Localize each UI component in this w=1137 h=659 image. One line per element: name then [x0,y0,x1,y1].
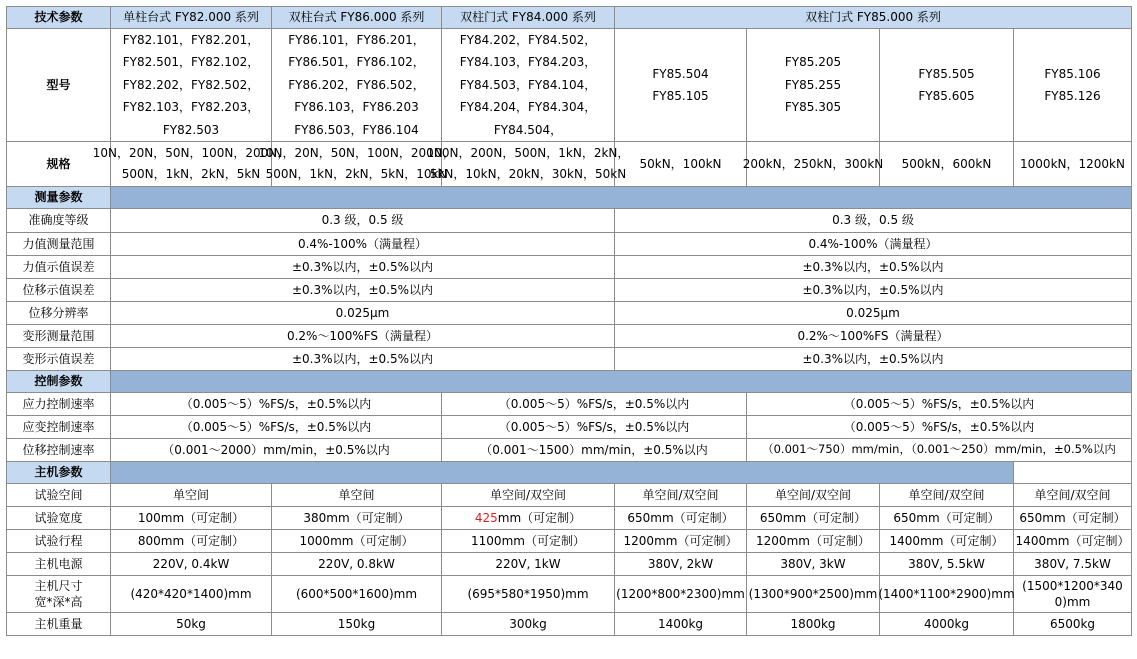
spec-line: 10N，20N，50N，100N，200N， [92,146,290,160]
spec-line: 100N，200N，500N，1kN，2kN， [426,146,630,160]
size-line: 0)mm [1054,595,1091,609]
model-line: FY84.103，FY84.203， [459,55,597,70]
width-value-fy84 [442,507,615,530]
row-label: 变形测量范围 [7,325,111,348]
specs-fy85-b: 200kN，250kN，300kN [747,142,880,187]
models-fy84 [442,29,615,142]
specs-fy85-d: 1000kN，1200kN [1014,142,1132,187]
weight-value: 1400kg [615,613,747,636]
models-fy85-c [880,29,1014,142]
width-value: 650mm（可定制） [615,507,747,530]
models-fy85-b [747,29,880,142]
power-value: 380V, 7.5kW [1014,553,1132,576]
power-value: 380V, 2kW [615,553,747,576]
row-label: 主机电源 [7,553,111,576]
measure-right: ±0.3%以内，±0.5%以内 [615,279,1132,302]
model-line: FY84.204，FY84.304， [459,100,597,115]
model-line: FY84.202，FY84.502， [459,32,597,47]
series-fy84-header: 双柱门式 FY84.000 系列 [442,7,615,29]
row-label: 试验空间 [7,484,111,507]
size-value: (695*580*1950)mm [442,576,615,613]
weight-value: 4000kg [880,613,1014,636]
models-fy85-a [615,29,747,142]
model-line: FY82.103，FY82.203， [122,100,260,115]
specs-fy85-a: 50kN，100kN [615,142,747,187]
measure-right: 0.4%-100%（满量程） [615,233,1132,256]
measure-left: ±0.3%以内，±0.5%以内 [111,348,615,371]
control-b: （0.005～5）%FS/s，±0.5%以内 [442,416,747,439]
stroke-value: 1000mm（可定制） [272,530,442,553]
row-label: 变形示值误差 [7,348,111,371]
model-line: FY86.101，FY86.201， [288,32,425,47]
model-line: FY85.605 [918,89,975,103]
space-value: 单空间/双空间 [615,484,747,507]
space-value: 单空间 [111,484,272,507]
models-fy82 [111,29,272,142]
measure-left: 0.4%-100%（满量程） [111,233,615,256]
size-label-line: 宽*深*高 [34,595,83,609]
spec-line: 500N，1kN，2kN，5kN [121,167,261,181]
stroke-value: 1400mm（可定制） [880,530,1014,553]
measurement-section-bar [111,187,1132,209]
model-line: FY82.101，FY82.201， [122,32,260,47]
width-highlight-number: 425 [474,510,498,525]
control-section-bar [111,371,1132,393]
model-line: FY85.205 [784,55,842,70]
size-value-last [1014,576,1132,613]
size-value: (1300*900*2500)mm [747,576,880,613]
measure-right: 0.3 级，0.5 级 [615,209,1132,233]
weight-value: 50kg [111,613,272,636]
model-line: FY85.504 [652,66,709,81]
stroke-value: 1100mm（可定制） [442,530,615,553]
width-value: 380mm（可定制） [272,507,442,530]
control-c: （0.005～5）%FS/s，±0.5%以内 [747,393,1132,416]
model-line: FY86.202，FY86.502， [288,77,425,92]
specs-fy85-c: 500kN，600kN [880,142,1014,187]
row-label: 力值示值误差 [7,256,111,279]
specs-fy84 [426,142,630,187]
measure-right: ±0.3%以内，±0.5%以内 [615,256,1132,279]
space-value: 单空间/双空间 [442,484,615,507]
size-value: (420*420*1400)mm [111,576,272,613]
row-label: 位移控制速率 [7,439,111,462]
width-value: 650mm（可定制） [747,507,880,530]
model-line: FY85.105 [652,89,709,103]
row-label: 应变控制速率 [7,416,111,439]
space-value: 单空间/双空间 [880,484,1014,507]
weight-value: 300kg [442,613,615,636]
size-value: (1400*1100*2900)mm [880,576,1014,613]
power-value: 220V, 0.8kW [272,553,442,576]
measurement-section-title: 测量参数 [7,187,111,209]
model-line: FY85.305 [784,100,842,115]
model-line: FY82.202，FY82.502， [122,77,260,92]
model-line: FY85.505 [918,66,975,81]
spec-label: 规格 [7,142,111,187]
row-label: 力值测量范围 [7,233,111,256]
weight-value: 6500kg [1014,613,1132,636]
measure-left: 0.3 级，0.5 级 [111,209,615,233]
main-section-blank [1014,462,1132,484]
model-line: FY82.501，FY82.102， [122,55,260,70]
row-label: 准确度等级 [7,209,111,233]
model-line: FY85.126 [1044,89,1101,103]
specs-fy82 [92,142,290,187]
control-section-title: 控制参数 [7,371,111,393]
size-label [7,576,111,613]
model-line: FY84.504， [493,122,563,137]
tech-params-header: 技术参数 [7,7,111,29]
width-value: 100mm（可定制） [111,507,272,530]
series-fy85-header: 双柱门式 FY85.000 系列 [615,7,1132,29]
stroke-value: 1200mm（可定制） [615,530,747,553]
main-section-bar [111,462,1014,484]
series-fy86-header: 双柱台式 FY86.000 系列 [272,7,442,29]
measure-right: 0.2%～100%FS（满量程） [615,325,1132,348]
model-label: 型号 [7,29,111,142]
model-line: FY86.503，FY86.104 [294,122,419,137]
size-value: (1200*800*2300)mm [615,576,747,613]
model-line: FY85.255 [784,77,842,92]
space-value: 单空间/双空间 [1014,484,1132,507]
weight-value: 150kg [272,613,442,636]
control-b: （0.001～1500）mm/min，±0.5%以内 [442,439,747,462]
width-suffix: mm（可定制） [497,510,582,525]
measure-right: 0.025μm [615,302,1132,325]
model-line: FY86.501，FY86.102， [288,55,425,70]
spec-line: 10N，20N，50N，100N，200N， [258,146,455,160]
model-line: FY84.503，FY84.104， [459,77,597,92]
spec-table [6,6,1132,636]
measure-left: 0.2%～100%FS（满量程） [111,325,615,348]
row-label: 试验宽度 [7,507,111,530]
size-line: (1500*1200*340 [1022,578,1123,593]
main-section-title: 主机参数 [7,462,111,484]
weight-value: 1800kg [747,613,880,636]
spec-line: 5kN，10kN，20kN，30kN，50kN [429,167,627,181]
row-label: 试验行程 [7,530,111,553]
measure-right: ±0.3%以内，±0.5%以内 [615,348,1132,371]
control-a: （0.005～5）%FS/s，±0.5%以内 [111,393,442,416]
measure-left: ±0.3%以内，±0.5%以内 [111,279,615,302]
row-label: 应力控制速率 [7,393,111,416]
width-value: 650mm（可定制） [880,507,1014,530]
stroke-value: 800mm（可定制） [111,530,272,553]
models-fy85-d [1014,29,1132,142]
model-line: FY85.106 [1044,66,1101,81]
space-value: 单空间 [272,484,442,507]
control-a: （0.005～5）%FS/s，±0.5%以内 [111,416,442,439]
control-b: （0.005～5）%FS/s，±0.5%以内 [442,393,747,416]
control-c: （0.005～5）%FS/s，±0.5%以内 [747,416,1132,439]
control-a: （0.001～2000）mm/min，±0.5%以内 [111,439,442,462]
spec-line: 500N，1kN，2kN，5kN，10kN [265,167,448,181]
power-value: 380V, 5.5kW [880,553,1014,576]
row-label: 位移示值误差 [7,279,111,302]
specs-fy86 [258,142,455,187]
space-value: 单空间/双空间 [747,484,880,507]
row-label: 主机重量 [7,613,111,636]
measure-left: 0.025μm [111,302,615,325]
models-fy86 [272,29,442,142]
power-value: 380V, 3kW [747,553,880,576]
size-label-line: 主机尺寸 [34,578,83,593]
control-c: （0.001～750）mm/min，（0.001～250）mm/min，±0.5%以内 [747,439,1132,462]
power-value: 220V, 0.4kW [111,553,272,576]
row-label: 位移分辨率 [7,302,111,325]
model-line: FY86.103，FY86.203 [294,100,419,115]
size-value: (600*500*1600)mm [272,576,442,613]
power-value: 220V, 1kW [442,553,615,576]
series-fy82-header: 单柱台式 FY82.000 系列 [111,7,272,29]
measure-left: ±0.3%以内，±0.5%以内 [111,256,615,279]
model-line: FY82.503 [162,122,220,137]
stroke-value: 1200mm（可定制） [747,530,880,553]
width-value: 650mm（可定制） [1014,507,1132,530]
stroke-value: 1400mm（可定制） [1014,530,1132,553]
